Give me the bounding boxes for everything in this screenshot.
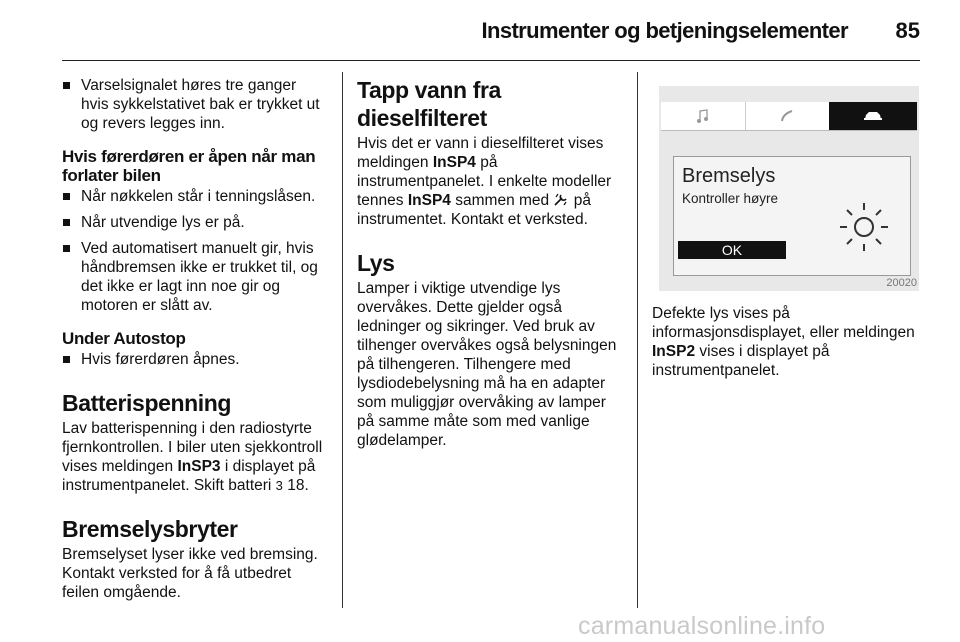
list-item: Varselsignalet høres tre ganger hvis sykkelstativet bak er trykket ut og revers legges inn. — [62, 76, 327, 133]
column-divider — [342, 72, 343, 608]
text: Lav batterispenning i den radiostyrte fjernkontrollen. I biler uten sjekkontroll vises meldingen — [62, 420, 323, 475]
text: Hvis det er vann i dieselfilteret vises meldingen — [357, 135, 604, 171]
message-code: InSP4 — [407, 192, 451, 209]
phone-icon — [745, 102, 830, 130]
text: vises i displayet på instrumentpanelet. — [652, 343, 830, 379]
column-divider — [637, 72, 638, 608]
wrench-icon — [553, 193, 569, 207]
list-item: Ved automatisert manuelt gir, hvis håndbremsen ikke er trukket til, og det ikke er lagt inn noe gir og motoren er slått av. — [62, 239, 327, 315]
text: i displayet på instrumentpanelet. Skift batteri — [62, 458, 316, 494]
battery-paragraph — [62, 419, 327, 495]
section-heading-lights: Lys — [357, 250, 395, 276]
page-number: 85 — [895, 18, 920, 43]
message-subtitle: Kontroller høyre — [682, 191, 779, 206]
brake-paragraph: Bremselyset lyser ikke ved bremsing. Kontakt verksted for å få utbedret feilen omgående. — [62, 546, 318, 601]
bulb-warning-icon — [834, 197, 894, 257]
column-middle — [357, 76, 622, 450]
text: på instrumentpanelet. I enkelte modeller tennes — [357, 154, 612, 209]
instrument-display-illustration — [659, 86, 919, 291]
image-code: 20020 — [886, 277, 917, 289]
watermark: carmanualsonline.info — [578, 612, 826, 640]
section-heading-door: Hvis førerdøren er åpen når man forlater bilen — [62, 147, 316, 185]
music-note-icon — [661, 102, 746, 130]
text: Defekte lys vises på informasjonsdisplayet, eller meldingen — [652, 305, 915, 341]
section-heading-autostop: Under Autostop — [62, 329, 186, 348]
list-item: Når nøkkelen står i tenningslåsen. — [62, 187, 327, 206]
list-item: Når utvendige lys er på. — [62, 213, 327, 232]
column-left — [62, 76, 327, 602]
list-item: Hvis førerdøren åpnes. — [62, 350, 327, 369]
message-title: Bremselys — [682, 165, 776, 187]
message-box — [673, 156, 911, 276]
page-ref-icon: 3 — [275, 478, 283, 493]
section-heading-battery: Batterispenning — [62, 390, 232, 416]
page-header — [62, 0, 920, 61]
section-heading-diesel: Tapp vann fra dieselfilteret — [357, 77, 501, 131]
text: sammen med — [455, 192, 550, 209]
car-icon — [829, 102, 917, 130]
page-ref[interactable]: 18. — [287, 477, 309, 494]
lights-paragraph: Lamper i viktige utvendige lys overvåkes. Dette gjelder også ledninger og sikringer. Ved bruk av tilhenger overvåkes også belysningen på tilhengeren. Tilhengere med lysdiodebelysning må ha en adapter som muliggjør overvåking av lamper på samme måte som med vanlige glødelamper. — [357, 280, 617, 449]
text: på instrumentet. Kontakt et verksted. — [357, 192, 592, 228]
diesel-paragraph — [357, 134, 622, 229]
section-heading-brake-switch: Bremselysbryter — [62, 516, 238, 542]
message-code: InSP2 — [652, 343, 696, 360]
page-title: Instrumenter og betjeningselementer — [481, 18, 848, 43]
figure-caption — [652, 304, 920, 380]
message-code: InSP3 — [177, 458, 221, 475]
ok-button[interactable]: OK — [678, 241, 786, 259]
display-tabs — [661, 102, 917, 131]
message-code: InSP4 — [432, 154, 476, 171]
